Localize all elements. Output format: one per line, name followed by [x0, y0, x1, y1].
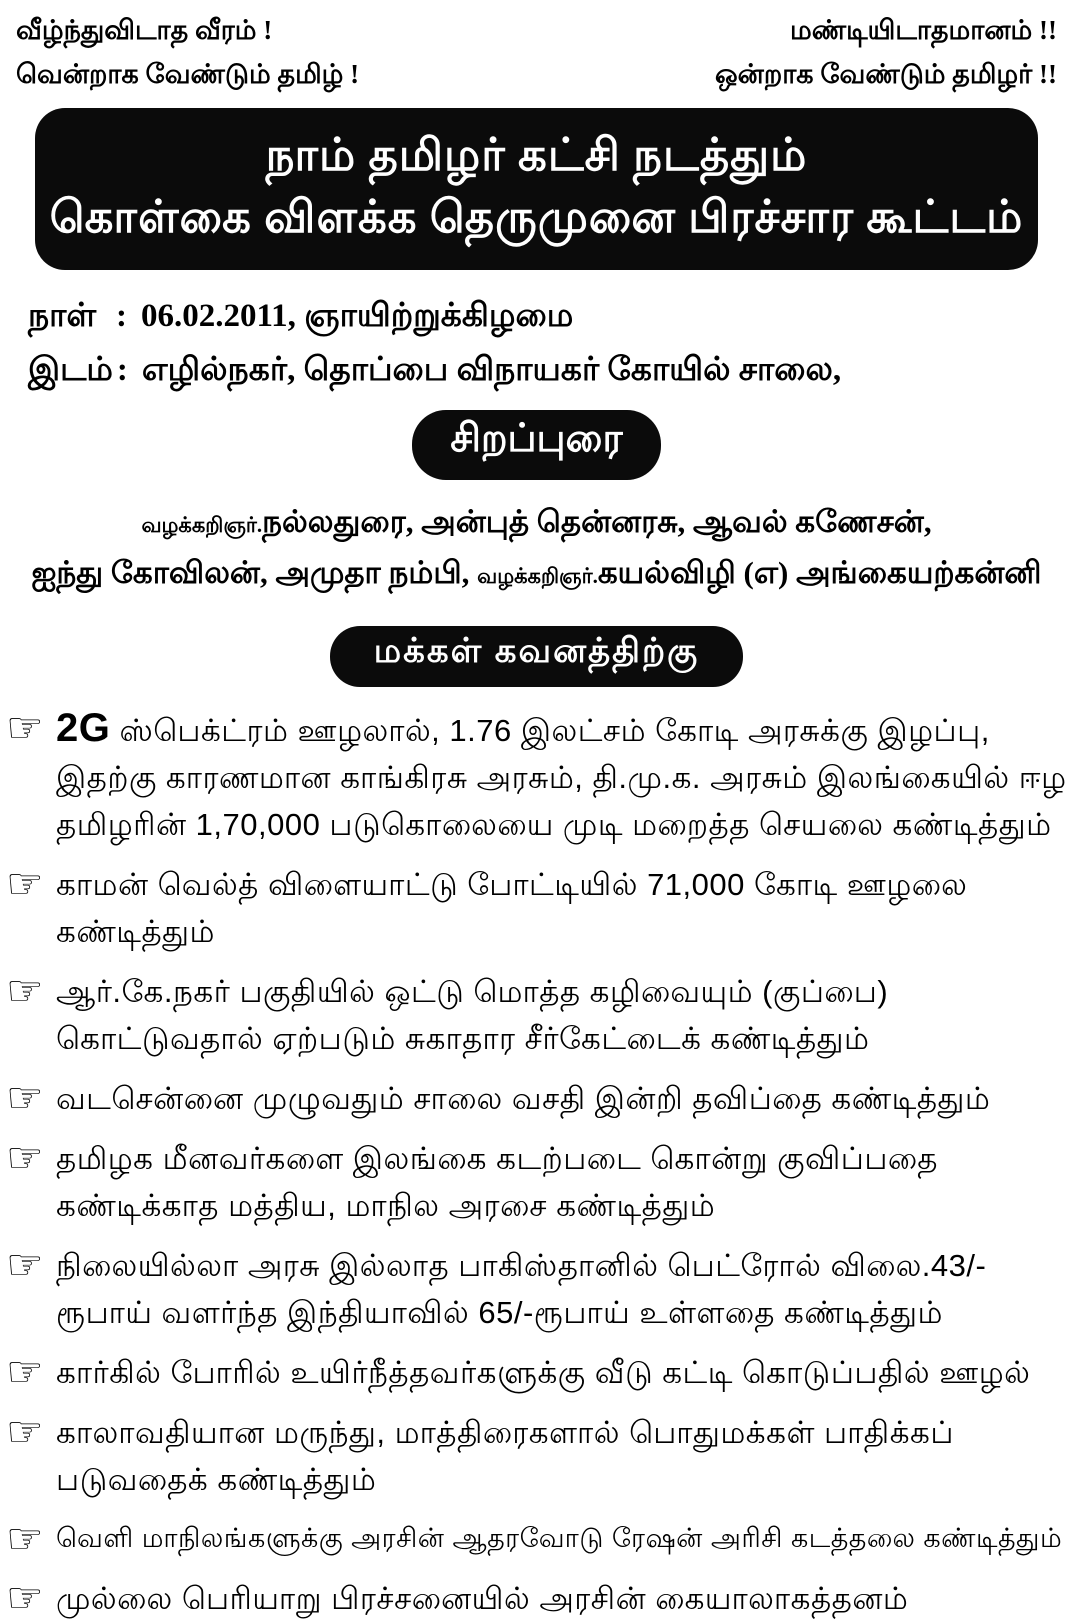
bullet-text: நிலையில்லா அரசு இல்லாத பாகிஸ்தானில் பெட்ரோல் விலை.43/-ரூபாய் வளர்ந்த இந்தியாவில் 65/-ரூபாய் உள்ளதை கண்டித்தும்	[56, 1248, 987, 1330]
title-banner-line-1: நாம் தமிழர் கட்சி நடத்தும்	[265, 130, 808, 180]
speakers-line-1	[0, 498, 1073, 549]
list-item	[4, 1135, 1067, 1229]
advocate-prefix: வழக்கறிஞர்.	[477, 564, 598, 588]
list-item	[4, 968, 1067, 1062]
speaker-names-2a: ஐந்து கோவிலன், அமுதா நம்பி,	[31, 555, 470, 590]
issues-list	[4, 705, 1067, 1622]
list-item	[4, 705, 1067, 848]
bullet-text: வடசென்னை முழுவதும் சாலை வசதி இன்றி தவிப்தை கண்டித்தும்	[56, 1081, 991, 1116]
slogan-row-1	[16, 8, 1057, 52]
special-speech-badge: சிறப்புரை	[412, 410, 660, 480]
pointing-finger-icon: ☞	[6, 1240, 44, 1289]
list-item	[4, 1349, 1067, 1396]
bullet-lead: 2G	[56, 706, 111, 750]
bullet-text: காலாவதியான மருந்து, மாத்திரைகளால் பொதுமக்கள் பாதிக்கப் படுவதைக் கண்டித்தும்	[56, 1415, 954, 1497]
event-venue-row	[28, 350, 1073, 390]
list-item	[4, 1575, 1067, 1622]
bullet-text: முல்லை பெரியாறு பிரச்சனையில் அரசின் கையாலாகத்தனம்	[56, 1581, 909, 1616]
bullet-text: காமன் வெல்த் விளையாட்டு போட்டியில் 71,000 கோடி ஊழலை கண்டித்தும்	[56, 867, 968, 949]
title-banner	[35, 108, 1038, 270]
venue-colon: :	[116, 352, 128, 388]
speakers-line-2	[0, 549, 1073, 600]
bullet-text: கார்கில் போரில் உயிர்நீத்தவர்களுக்கு வீடு கட்டி கொடுப்பதில் ஊழல்	[56, 1355, 1031, 1390]
advocate-prefix: வழக்கறிஞர்.	[141, 513, 263, 537]
event-details	[28, 296, 1073, 390]
slogan-row-2	[16, 52, 1057, 96]
date-colon: :	[116, 298, 127, 334]
pointing-finger-icon: ☞	[6, 1514, 44, 1563]
date-value: 06.02.2011, ஞாயிற்றுக்கிழமை	[141, 298, 574, 334]
pointing-finger-icon: ☞	[6, 1573, 44, 1622]
list-item	[4, 861, 1067, 955]
pointing-finger-icon: ☞	[6, 859, 44, 908]
slogan-bottom-right: ஒன்றாக வேண்டும் தமிழர் !!	[715, 59, 1057, 89]
bullet-text	[56, 705, 1067, 848]
pointing-finger-icon: ☞	[6, 1073, 44, 1122]
list-item	[4, 1516, 1067, 1562]
pointing-finger-icon: ☞	[6, 1347, 44, 1396]
title-banner-line-2: கொள்கை விளக்க தெருமுனை பிரச்சார கூட்டம்	[49, 192, 1024, 242]
pointing-finger-icon: ☞	[6, 1407, 44, 1456]
list-item	[4, 1242, 1067, 1336]
speakers-list	[0, 498, 1073, 600]
list-item	[4, 1409, 1067, 1503]
pointing-finger-icon: ☞	[6, 966, 44, 1015]
bullet-text: வெளி மாநிலங்களுக்கு அரசின் ஆதரவோடு ரேஷன் அரிசி கடத்தலை கண்டித்தும்	[56, 1523, 1063, 1553]
public-attention-badge: மக்கள் கவனத்திற்கு	[330, 626, 743, 687]
slogan-header	[0, 0, 1073, 96]
date-label: நாள்	[28, 298, 97, 334]
bullet-body: ஸ்பெக்ட்ரம் ஊழலால், 1.76 இலட்சம் கோடி அரசுக்கு இழப்பு, இதற்கு காரணமான காங்கிரசு அரசும், தி.மு.க. அரசும் இலங்கையில் ஈழ தமிழரின் 1,70,000 படுகொலையை முடி மறைத்த செயலை கண்டித்தும்	[56, 713, 1067, 842]
pointing-finger-icon: ☞	[6, 1133, 44, 1182]
pointing-finger-icon: ☞	[6, 703, 44, 752]
list-item	[4, 1075, 1067, 1122]
bullet-text: தமிழக மீனவர்களை இலங்கை கடற்படை கொன்று குவிப்பதை கண்டிக்காத மத்திய, மாநில அரசை கண்டித்தும்	[56, 1141, 938, 1223]
speaker-names-2b: கயல்விழி (எ) அங்கையற்கன்னி	[597, 555, 1042, 590]
bullet-text: ஆர்.கே.நகர் பகுதியில் ஒட்டு மொத்த கழிவையும் (குப்பை) கொட்டுவதால் ஏற்படும் சுகாதார சீர்கேட்டைக் கண்டித்தும்	[56, 974, 889, 1056]
speaker-names-1: நல்லதுரை, அன்புத் தென்னரசு, ஆவல் கணேசன்,	[262, 504, 932, 539]
slogan-bottom-left: வென்றாக வேண்டும் தமிழ் !	[16, 59, 360, 89]
slogan-top-left: வீழ்ந்துவிடாத வீரம் !	[16, 15, 273, 45]
slogan-top-right: மண்டியிடாதமானம் !!	[790, 15, 1057, 45]
venue-label: இடம்	[28, 352, 113, 388]
venue-value: எழில்நகர், தொப்பை விநாயகர் கோயில் சாலை,	[141, 352, 842, 388]
event-date-row	[28, 296, 1073, 336]
